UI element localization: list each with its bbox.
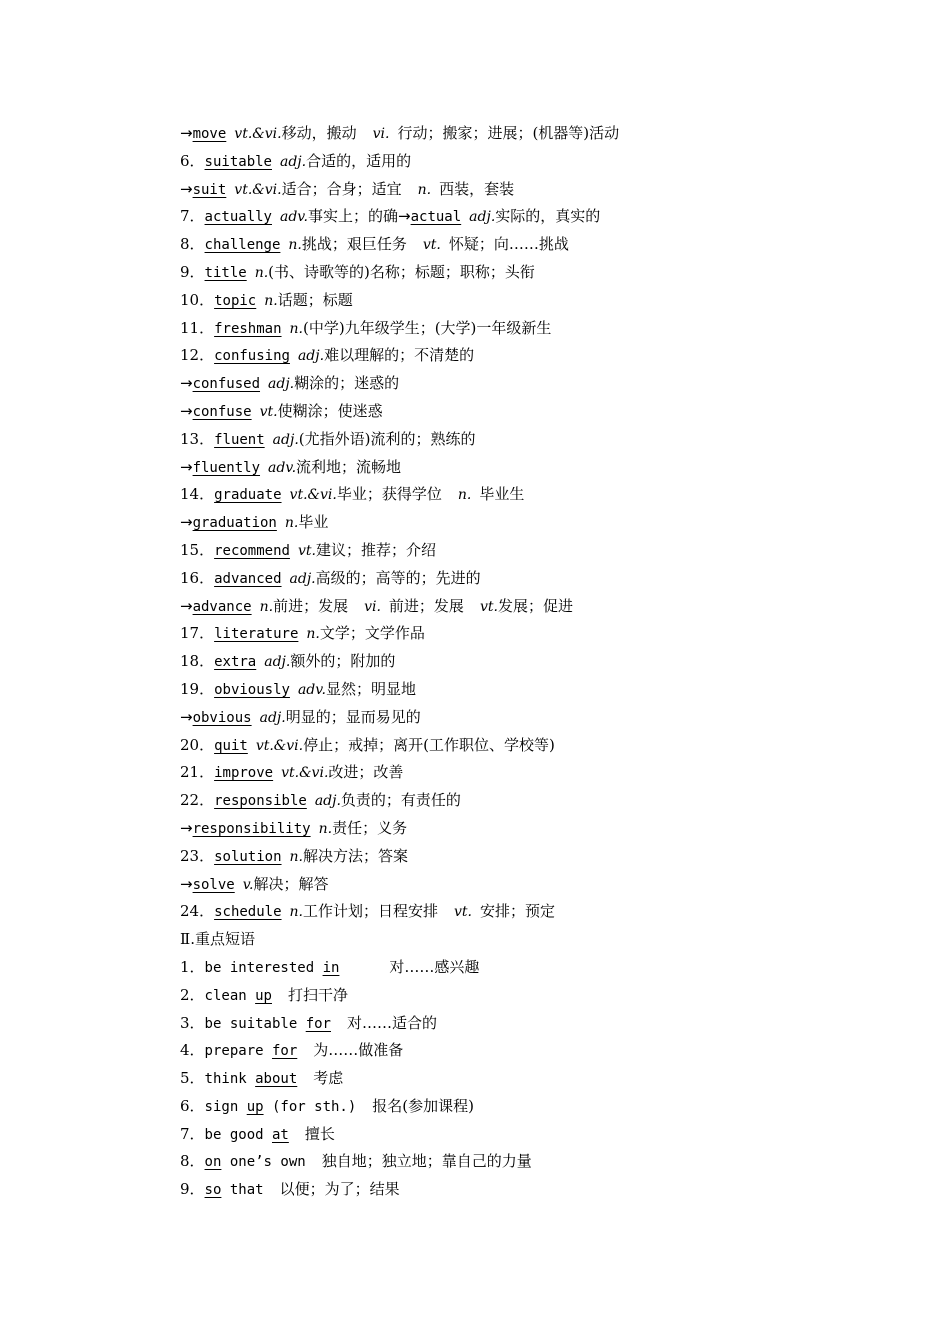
- entry-number: 5．: [180, 1069, 205, 1088]
- vocab-entry: [180, 565, 860, 593]
- phrase-meaning: 报名(参加课程): [372, 1096, 474, 1115]
- part-of-speech: vt.&vi.: [281, 765, 329, 782]
- vocab-word: suit: [192, 181, 227, 198]
- definition: 前进；发展: [273, 596, 349, 615]
- definition: 责任；义务: [332, 818, 408, 837]
- entry-number: 7．: [180, 207, 205, 226]
- part-of-speech: adj.: [297, 348, 325, 365]
- arrow-icon: →: [180, 124, 193, 142]
- phrase-meaning: 擅长: [304, 1124, 335, 1143]
- related-word: actual: [410, 209, 462, 226]
- vocab-entry: [180, 648, 860, 676]
- document-page: [180, 120, 860, 1204]
- part-of-speech: vt.: [479, 598, 498, 615]
- definition: 安排；预定: [480, 902, 556, 921]
- definition: 建议；推荐；介绍: [315, 540, 436, 559]
- definition: 前进；发展: [388, 596, 464, 615]
- part-of-speech: adv.: [279, 209, 308, 226]
- part-of-speech: adj.: [272, 431, 299, 448]
- vocab-entry: [180, 426, 860, 454]
- definition: 发展；促进: [497, 596, 573, 615]
- entry-number: 10．: [180, 290, 215, 309]
- definition: 难以理解的；不清楚的: [324, 346, 475, 365]
- part-of-speech: vt.&vi.: [234, 126, 282, 142]
- part-of-speech: n.: [306, 626, 320, 643]
- phrase-entry: [180, 1148, 860, 1176]
- arrow-icon: →: [180, 513, 193, 532]
- vocab-word: freshman: [214, 320, 282, 337]
- arrow-icon: →: [180, 818, 193, 837]
- entry-number: 4．: [180, 1041, 205, 1060]
- vocab-word: fluent: [214, 431, 265, 448]
- vocab-entry: [180, 787, 860, 815]
- part-of-speech: vt.: [422, 237, 441, 254]
- entry-number: 23．: [180, 846, 215, 865]
- definition: 适合；合身；适宜: [281, 179, 402, 198]
- phrase-entry: [180, 1176, 860, 1204]
- entry-number: 22．: [180, 791, 215, 810]
- phrase-entry: [180, 1037, 860, 1065]
- definition: 改进；改善: [328, 763, 404, 782]
- arrow-icon: →: [180, 707, 193, 726]
- arrow-icon: →: [180, 401, 193, 420]
- phrase-entry: [180, 982, 860, 1010]
- vocab-word: recommend: [214, 542, 290, 559]
- part-of-speech: adj.: [279, 153, 307, 170]
- vocab-word: advance: [192, 598, 252, 615]
- part-of-speech: adj.: [259, 709, 286, 726]
- vocab-word: solve: [192, 876, 235, 893]
- phrase-text: one’s own: [221, 1154, 306, 1171]
- phrase-meaning: 对……适合的: [347, 1013, 438, 1032]
- part-of-speech: vt.&vi.: [289, 487, 337, 504]
- part-of-speech: vt.&vi.: [255, 737, 304, 754]
- part-of-speech: n.: [289, 848, 303, 865]
- phrase-entry: [180, 1121, 860, 1149]
- phrase-blank: up: [246, 1098, 264, 1115]
- vocabulary-list: [180, 120, 860, 926]
- vocab-entry: [180, 732, 860, 760]
- phrase-text: that: [221, 1182, 264, 1199]
- definition: 毕业: [298, 513, 329, 532]
- vocab-entry: [180, 398, 860, 426]
- part-of-speech: n.: [417, 181, 432, 198]
- entry-number: 9．: [180, 262, 205, 281]
- definition: 事实上；的确: [308, 207, 399, 226]
- entry-number: 18．: [180, 652, 215, 671]
- part-of-speech: n.: [259, 598, 274, 615]
- definition: 解决方法；答案: [303, 846, 409, 865]
- vocab-entry: [180, 759, 860, 787]
- vocab-word: extra: [214, 654, 257, 671]
- phrase-blank: in: [322, 959, 340, 976]
- part-of-speech: n.: [264, 292, 278, 309]
- definition: 额外的；附加的: [290, 652, 396, 671]
- vocab-word: title: [204, 264, 247, 281]
- vocab-word: obvious: [192, 709, 252, 726]
- phrase-text: prepare: [204, 1043, 272, 1060]
- phrase-meaning: 对……感兴趣: [389, 957, 480, 976]
- part-of-speech: n.: [288, 237, 302, 254]
- phrase-meaning: 以便；为了；结果: [279, 1180, 400, 1199]
- definition: 明显的；显而易见的: [285, 707, 421, 726]
- vocab-entry: [180, 843, 860, 871]
- phrase-meaning: 为……做准备: [313, 1041, 404, 1060]
- definition: 解决；解答: [253, 874, 329, 893]
- vocab-entry: [180, 342, 860, 370]
- definition: 行动；搬家；进展；(机器等)活动: [397, 124, 620, 142]
- phrase-blank: up: [255, 987, 272, 1004]
- arrow-icon: →: [180, 874, 193, 893]
- vocab-entry: [180, 203, 860, 231]
- vocab-word: improve: [214, 765, 274, 782]
- part-of-speech: n.: [284, 515, 299, 532]
- entry-number: 24．: [180, 902, 215, 921]
- part-of-speech: adv.: [268, 459, 297, 476]
- definition: 负责的；有责任的: [340, 791, 461, 810]
- phrase-text: think: [204, 1071, 256, 1088]
- phrase-meaning: 独自地；独立地；靠自己的力量: [321, 1152, 532, 1171]
- entry-number: 7．: [180, 1124, 205, 1143]
- definition: (书、诗歌等的)名称；标题；职称；头衔: [268, 262, 535, 281]
- part-of-speech: adv.: [297, 681, 326, 698]
- phrase-text: (for sth.): [263, 1098, 357, 1115]
- entry-number: 3．: [180, 1013, 205, 1032]
- phrase-meaning: 打扫干净: [287, 985, 348, 1004]
- part-of-speech: n.: [318, 820, 333, 837]
- definition: 挑战；艰巨任务: [301, 235, 407, 254]
- part-of-speech: vt.: [259, 403, 278, 420]
- definition: 使糊涂；使迷惑: [277, 401, 383, 420]
- definition: 停止；戒掉；离开(工作职位、学校等): [303, 735, 555, 754]
- vocab-entry: [180, 176, 860, 204]
- definition: 毕业生: [479, 485, 525, 504]
- part-of-speech: n.: [254, 264, 269, 281]
- definition: (尤指外语)流利的；熟练的: [298, 429, 476, 448]
- vocab-entry: [180, 537, 860, 565]
- arrow-icon: →: [180, 596, 193, 615]
- vocab-entry: [180, 315, 860, 343]
- vocab-entry: [180, 481, 860, 509]
- arrow-icon: →: [398, 207, 411, 226]
- entry-number: 17．: [180, 624, 215, 643]
- part-of-speech: n.: [289, 320, 303, 337]
- vocab-word: quit: [214, 737, 248, 754]
- vocab-word: responsibility: [192, 820, 311, 837]
- phrase-entry: [180, 1093, 860, 1121]
- vocab-entry: [180, 871, 860, 899]
- vocab-entry: [180, 593, 860, 621]
- part-of-speech: vt.&vi.: [234, 181, 282, 198]
- definition: 合适的，适用的: [306, 151, 412, 170]
- definition: 文学；文学作品: [319, 624, 425, 643]
- vocab-word: obviously: [214, 681, 290, 698]
- vocab-word: challenge: [204, 237, 281, 254]
- vocab-word: graduate: [214, 487, 282, 504]
- definition: 高级的；高等的；先进的: [315, 568, 481, 587]
- vocab-entry: [180, 704, 860, 732]
- part-of-speech: adj.: [264, 654, 291, 671]
- definition: 怀疑；向……挑战: [448, 235, 569, 254]
- vocab-word: confuse: [192, 403, 252, 420]
- definition: 西装，套装: [439, 179, 515, 198]
- phrase-entry: [180, 1010, 860, 1038]
- phrase-blank: for: [305, 1015, 331, 1032]
- entry-number: 2．: [180, 985, 205, 1004]
- vocab-word: schedule: [214, 904, 282, 921]
- vocab-word: responsible: [214, 793, 307, 810]
- part-of-speech: vt.: [297, 542, 316, 559]
- entry-number: 20．: [180, 735, 215, 754]
- phrase-text: clean: [204, 987, 256, 1004]
- phrase-blank: for: [271, 1043, 298, 1060]
- phrase-text: sign: [204, 1098, 247, 1115]
- vocab-entry: [180, 148, 860, 176]
- vocab-word: confusing: [214, 348, 290, 365]
- vocab-word: suitable: [204, 153, 272, 170]
- entry-number: 9．: [180, 1180, 205, 1199]
- part-of-speech: vi.: [372, 126, 390, 142]
- part-of-speech: n.: [457, 487, 472, 504]
- entry-number: 1．: [180, 957, 205, 976]
- phrase-list: [180, 954, 860, 1204]
- vocab-entry: [180, 898, 860, 926]
- definition: 显然；明显地: [325, 679, 416, 698]
- definition: 移动，搬动: [281, 124, 357, 142]
- definition: 话题；标题: [277, 290, 353, 309]
- entry-number: 8．: [180, 235, 205, 254]
- entry-number: 12．: [180, 346, 215, 365]
- vocab-entry: [180, 370, 860, 398]
- vocab-word: solution: [214, 848, 282, 865]
- entry-number: 19．: [180, 679, 215, 698]
- phrase-meaning: 考虑: [313, 1069, 344, 1088]
- vocab-entry: [180, 676, 860, 704]
- part-of-speech: vi.: [364, 598, 381, 615]
- part-of-speech: v.: [242, 876, 254, 893]
- vocab-word: move: [192, 126, 227, 142]
- vocab-word: topic: [214, 292, 257, 309]
- vocab-entry: [180, 231, 860, 259]
- entry-number: 16．: [180, 568, 215, 587]
- phrase-blank: at: [271, 1126, 289, 1143]
- phrase-text: be good: [204, 1126, 272, 1143]
- definition: 糊涂的；迷惑的: [294, 374, 400, 393]
- entry-number: 6．: [180, 1096, 205, 1115]
- phrase-entry: [180, 954, 860, 982]
- entry-number: 21．: [180, 763, 215, 782]
- definition: 流利地；流畅地: [296, 457, 402, 476]
- part-of-speech: n.: [289, 904, 303, 921]
- vocab-word: literature: [214, 626, 299, 643]
- vocab-entry: [180, 287, 860, 315]
- definition: (中学)九年级学生；(大学)一年级新生: [303, 318, 552, 337]
- vocab-entry: [180, 509, 860, 537]
- phrase-blank: on: [204, 1154, 222, 1171]
- definition: 工作计划；日程安排: [303, 902, 439, 921]
- entry-number: 8．: [180, 1152, 205, 1171]
- definition: 毕业；获得学位: [336, 485, 442, 504]
- entry-number: 15．: [180, 540, 215, 559]
- arrow-icon: →: [180, 374, 193, 393]
- entry-number: 13．: [180, 429, 215, 448]
- entry-number: 14．: [180, 485, 215, 504]
- entry-number: 6．: [180, 151, 205, 170]
- section-heading: Ⅱ.重点短语: [180, 930, 255, 949]
- phrase-text: be interested: [204, 959, 323, 976]
- vocab-word: advanced: [214, 570, 282, 587]
- vocab-entry: [180, 620, 860, 648]
- definition: 实际的，真实的: [495, 207, 601, 226]
- part-of-speech: adj.: [314, 793, 341, 810]
- vocab-entry: [180, 815, 860, 843]
- phrase-entry: [180, 1065, 860, 1093]
- part-of-speech: adj.: [289, 570, 316, 587]
- vocab-entry: [180, 259, 860, 287]
- vocab-entry: [180, 454, 860, 482]
- phrase-blank: so: [204, 1182, 222, 1199]
- phrase-blank: about: [255, 1071, 298, 1088]
- vocab-entry: [180, 120, 860, 148]
- entry-number: 11．: [180, 318, 215, 337]
- part-of-speech: adj.: [469, 209, 496, 226]
- phrase-text: be suitable: [204, 1015, 306, 1032]
- vocab-word: actually: [204, 209, 272, 226]
- part-of-speech: vt.: [454, 904, 473, 921]
- vocab-word: confused: [192, 376, 261, 393]
- arrow-icon: →: [180, 457, 193, 476]
- vocab-word: fluently: [192, 459, 261, 476]
- part-of-speech: adj.: [268, 376, 295, 393]
- vocab-word: graduation: [192, 515, 277, 532]
- arrow-icon: →: [180, 179, 193, 198]
